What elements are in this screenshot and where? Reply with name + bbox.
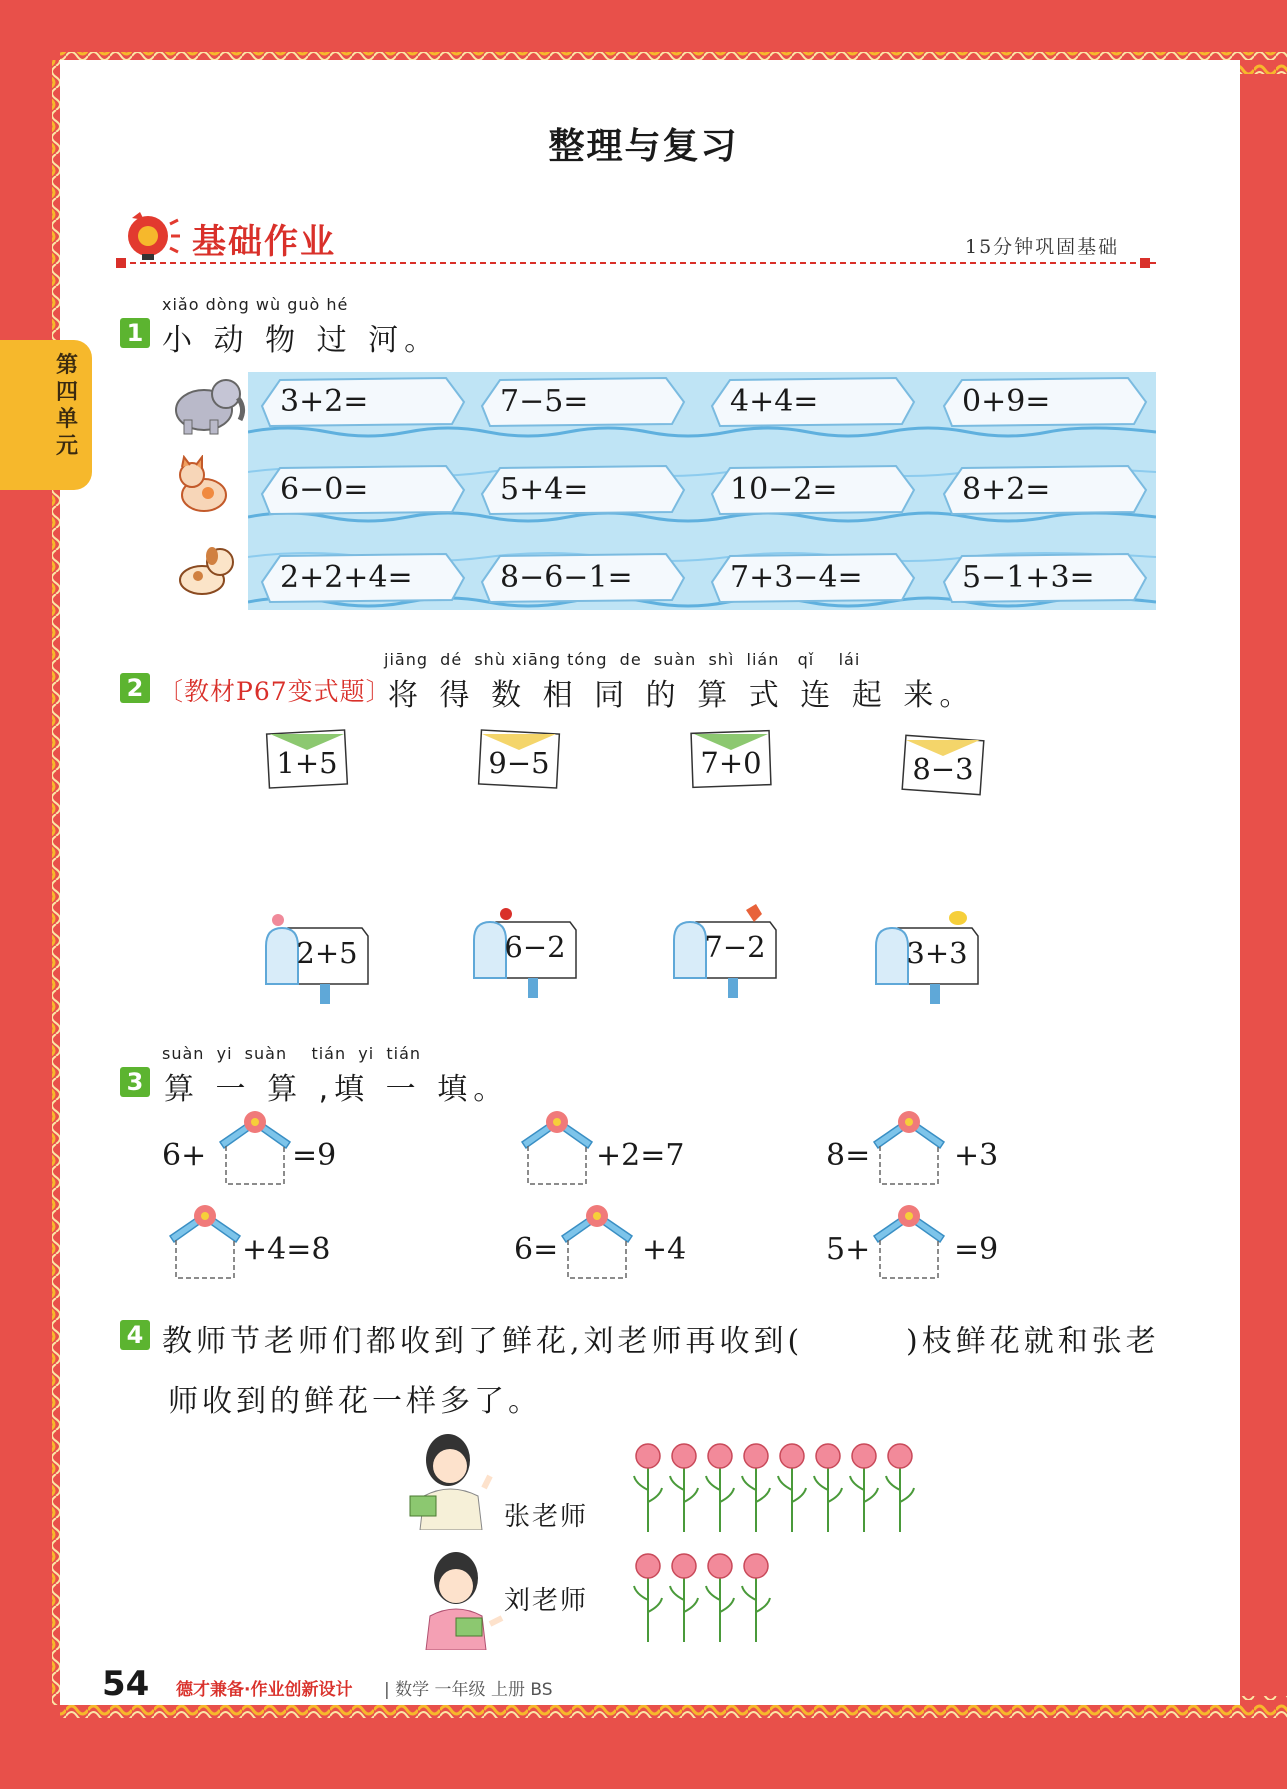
equation-prefix: 6= [514,1232,559,1267]
q4-text-line1-start: 教师节老师们都收到了鲜花,刘老师再收到( [162,1324,804,1359]
section-divider [120,262,1156,264]
mailbox[interactable] [868,906,984,1006]
mailbox[interactable] [466,900,582,1000]
ladybug-icon [500,908,512,920]
unit-side-tab [0,340,92,490]
flower-house-blank[interactable] [552,1202,642,1280]
q1-text: 小 动 物 过 河。 [162,323,441,358]
envelope-card[interactable] [688,728,774,790]
mailbox-expression: 3+3 [906,936,968,970]
carnation-icon [814,1444,842,1532]
q3-text: 算 一 算 ,填 一 填。 [164,1072,510,1107]
alarm-bell-icon [118,208,182,260]
carnation-icon [706,1444,734,1532]
mailbox-expression: 7−2 [704,930,766,964]
flower-house-blank[interactable] [864,1108,954,1186]
carnation-icon [634,1444,662,1532]
ice-floe [256,464,466,516]
equation-prefix: 5+ [826,1232,871,1267]
q2-text: 将 得 数 相 同 的 算 式 连 起 来。 [388,678,976,713]
equation-suffix: =9 [954,1232,999,1267]
carnation-icon [742,1554,770,1642]
divider-end-left [116,258,126,268]
q2-pinyin: jiāng dé shù xiāng tóng de suàn shì lián qǐ lái [384,650,861,669]
equation-suffix: +2=7 [596,1138,685,1173]
equation-suffix: +3 [954,1138,999,1173]
ice-floe [256,376,466,428]
carnation-icon [634,1554,662,1642]
floe-equation: 2+2+4= [280,560,413,595]
ice-floe [938,552,1148,604]
carnation-icon [778,1444,806,1532]
ice-floe [706,376,916,428]
q2-number-badge: 2 [120,673,150,703]
ice-floe [476,552,686,604]
q4-answer-blank[interactable] [800,1352,900,1354]
q4-number-badge: 4 [120,1320,150,1350]
carnation-icon [742,1444,770,1532]
footer-subject: | 数学 一年级 上册 BS [384,1680,553,1700]
carnation-icon [850,1444,878,1532]
floe-equation: 10−2= [730,472,838,507]
ice-floe [476,376,686,428]
teacher-name-zhang: 张老师 [504,1502,589,1532]
flower-icon [272,914,284,926]
ice-floe [476,464,686,516]
floe-equation: 3+2= [280,384,369,419]
envelope-expression: 1+5 [276,746,338,780]
floe-equation: 5−1+3= [962,560,1095,595]
mailbox[interactable] [666,900,782,1000]
teacher-liu-icon [416,1546,506,1650]
section-note: 15分钟巩固基础 [965,236,1120,258]
carnation-icon [670,1554,698,1642]
equation-suffix: +4 [642,1232,687,1267]
ice-floe [256,552,466,604]
flower-house-blank[interactable] [512,1108,602,1186]
carnation-icon [886,1444,914,1532]
floe-equation: 7+3−4= [730,560,863,595]
elephant-icon [160,368,246,438]
q1-pinyin: xiǎo dòng wù guò hé [162,295,349,314]
envelope-expression: 9−5 [488,746,550,780]
envelope-card[interactable] [900,734,986,796]
envelope-card[interactable] [264,728,350,790]
unit-side-tab-label: 第四单元 [55,353,78,459]
q3-number-badge: 3 [120,1067,150,1097]
dog-icon [168,540,240,602]
teacher-zhang-icon [404,1426,500,1530]
flower-house-blank[interactable] [210,1108,300,1186]
ice-floe [706,552,916,604]
ice-floe [706,464,916,516]
equation-suffix: +4=8 [242,1232,331,1267]
q3-pinyin: suàn yi suàn tián yi tián [162,1044,422,1063]
floe-equation: 4+4= [730,384,819,419]
q4-text-line1-end: )枝鲜花就和张老 [906,1324,1160,1359]
leaf-icon [746,904,762,922]
mailbox[interactable] [258,906,374,1006]
page-title: 整理与复习 [548,126,739,167]
teacher-name-liu: 刘老师 [504,1586,589,1616]
floe-equation: 5+4= [500,472,589,507]
envelope-card[interactable] [476,728,562,790]
floe-equation: 6−0= [280,472,369,507]
flower-house-blank[interactable] [864,1202,954,1280]
mailbox-expression: 2+5 [296,936,358,970]
ice-floe [938,464,1148,516]
floe-equation: 8−6−1= [500,560,633,595]
flowers-liu [630,1550,930,1650]
floe-equation: 0+9= [962,384,1051,419]
divider-end-right [1140,258,1150,268]
cat-icon [168,455,238,517]
section-title: 基础作业 [192,222,336,262]
envelope-expression: 8−3 [912,752,974,786]
equation-prefix: 8= [826,1138,871,1173]
carnation-icon [706,1554,734,1642]
equation-prefix: 6+ [162,1138,207,1173]
equation-suffix: =9 [292,1138,337,1173]
mailbox-expression: 6−2 [504,930,566,964]
q1-number-badge: 1 [120,318,150,348]
q4-text-line2: 师收到的鲜花一样多了。 [168,1384,542,1419]
ice-floe [938,376,1148,428]
carnation-icon [670,1444,698,1532]
q2-source-tag: 〔教材P67变式题〕 [158,677,392,706]
bird-icon [949,911,967,925]
page-number: 54 [102,1664,150,1704]
flower-house-blank[interactable] [160,1202,250,1280]
floe-equation: 8+2= [962,472,1051,507]
envelope-expression: 7+0 [700,746,762,780]
floe-equation: 7−5= [500,384,589,419]
footer-brand: 德才兼备·作业创新设计 [176,1680,353,1700]
flowers-zhang [630,1440,930,1540]
